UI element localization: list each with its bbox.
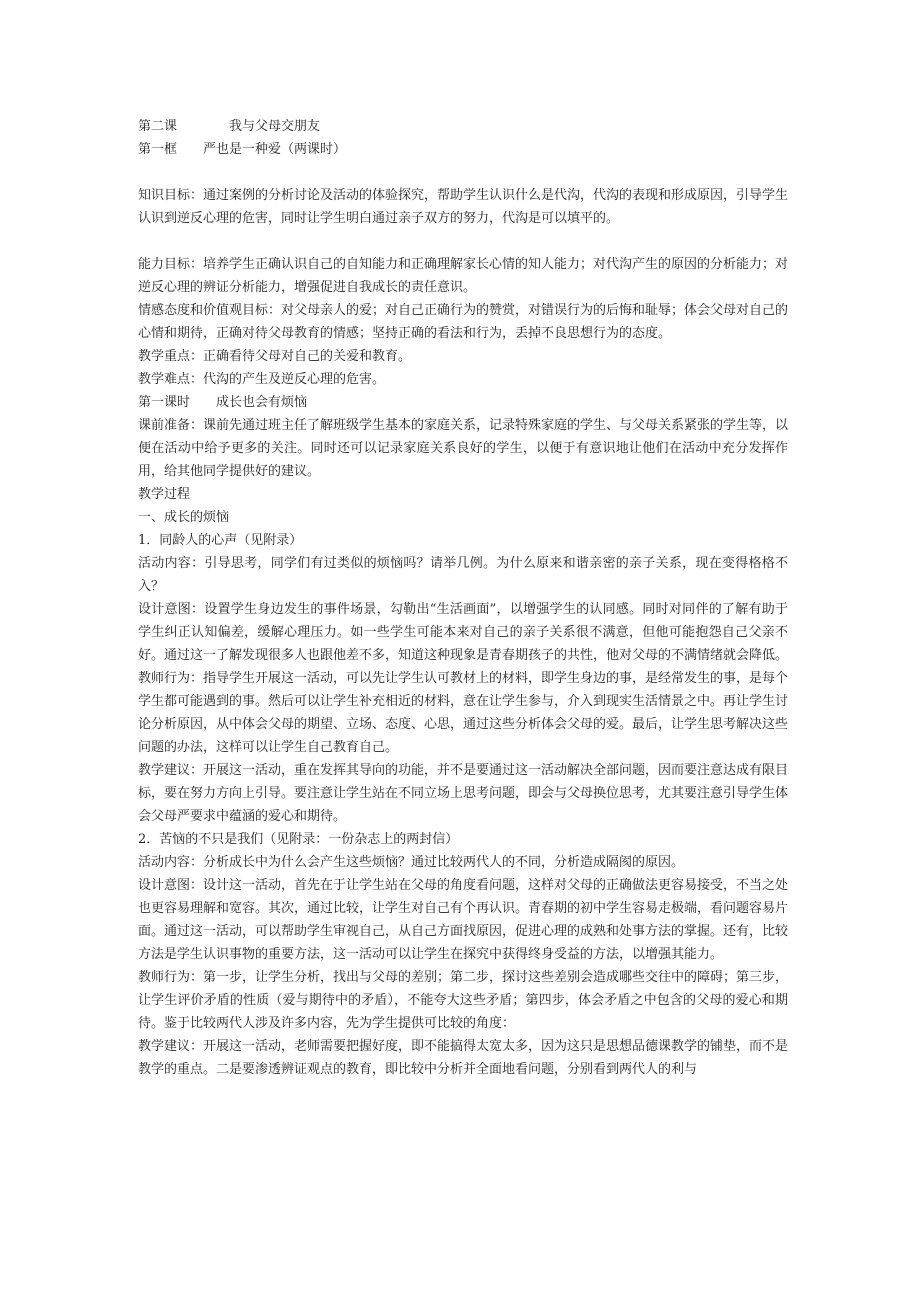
period-title: 成长也会有烦恼 — [216, 395, 308, 410]
lesson-heading — [138, 115, 788, 138]
lesson-number: 第二课 — [138, 119, 178, 134]
process-heading: 教学过程 — [138, 487, 191, 502]
frame-title: 严也是一种爱（两课时） — [203, 142, 347, 157]
frame-heading — [138, 138, 788, 161]
activity-paragraph: 活动内容：引导思考，同学们有过类似的烦恼吗？请举几例。为什么原来和谐亲密的亲子关系，现在变得格格不入？ — [138, 556, 788, 594]
emotion-goal-paragraph: 情感态度和价值观目标：对父母亲人的爱；对自己正确行为的赞赏，对错误行为的后悔和耻辱；体会父母对自己的心情和期待，正确对待父母教育的情感；坚持正确的看法和行为，丢掉不良思想行为的态度。 — [138, 303, 789, 341]
ability-goal-paragraph: 能力目标：培养学生正确认识自己的自知能力和正确理解家长心情的知人能力；对代沟产生的原因的分析能力；对逆反心理的辨证分析能力，增强促进自我成长的责任意识。 — [138, 257, 789, 295]
frame-number: 第一框 — [138, 142, 178, 157]
design-paragraph: 设计意图：设计这一活动，首先在于让学生站在父母的角度看问题，这样对父母的正确做法更容易接受，不当之处也更容易理解和宽容。其次，通过比较，让学生对自己有个再认识。青春期的初中学生容易走极端，看问题容易片面。通过这一活动，可以帮助学生审视自己，从自己方面找原因，促进心理的成熟和处事方法的掌握。还有，比较方法是学生认识事物的重要方法，这一活动可以让学生在探究中获得终身受益的方法，以增强其能力。 — [138, 878, 789, 962]
period-heading — [138, 391, 788, 414]
teacher-paragraph: 教师行为：第一步，让学生分析，找出与父母的差别；第二步，探讨这些差别会造成哪些交往中的障碍；第三步，让学生评价矛盾的性质（爱与期待中的矛盾），不能夸大这些矛盾；第四步，体会矛盾之中包含的父母的爱心和期待。鉴于比较两代人涉及许多内容，先为学生提供可比较的角度： — [138, 970, 789, 1031]
section-heading: 一、成长的烦恼 — [138, 510, 230, 525]
lesson-title: 我与父母交朋友 — [229, 119, 321, 134]
document-body — [138, 115, 788, 1081]
preparation-paragraph: 课前准备：课前先通过班主任了解班级学生基本的家庭关系，记录特殊家庭的学生、与父母关系紧张的学生等，以便在活动中给予更多的关注。同时还可以记录家庭关系良好的学生，以便于有意识地让他们在活动中充分发挥作用，给其他同学提供好的建议。 — [138, 418, 789, 479]
blank-line — [138, 161, 788, 184]
key-point-paragraph: 教学重点：正确看待父母对自己的关爱和教育。 — [138, 349, 412, 364]
item-heading: 1．同龄人的心声（见附录） — [138, 533, 303, 548]
blank-line — [138, 230, 788, 253]
difficulty-paragraph: 教学难点：代沟的产生及逆反心理的危害。 — [138, 372, 386, 387]
item-heading: 2．苦恼的不只是我们（见附录：一份杂志上的两封信） — [138, 832, 459, 847]
design-paragraph: 设计意图：设置学生身边发生的事件场景，勾勒出“生活画面”，以增强学生的认同感。同时对同伴的了解有助于学生纠正认知偏差，缓解心理压力。如一些学生可能本来对自己的亲子关系很不满意，但他可能抱怨自己父亲不好。通过这一了解发现很多人也跟他差不多，知道这种现象是青春期孩子的共性，他对父母的不满情绪就会降低。 — [138, 602, 789, 663]
suggestion-paragraph: 教学建议：开展这一活动，老师需要把握好度，即不能搞得太宽太多，因为这只是思想品德课教学的铺垫，而不是教学的重点。二是要渗透辨证观点的教育，即比较中分析并全面地看问题，分别看到两代人的利与 — [138, 1039, 789, 1077]
teacher-paragraph: 教师行为：指导学生开展这一活动，可以先让学生认可教材上的材料，即学生身边的事，是经常发生的事，是每个学生都可能遇到的事。然后可以让学生补充相近的材料，意在让学生参与，介入到现实生活情景之中。再让学生讨论分析原因，从中体会父母的期望、立场、态度、心思，通过这些分析体会父母的爱。最后，让学生思考解决这些问题的办法，这样可以让学生自己教育自己。 — [138, 671, 789, 755]
period-number: 第一课时 — [138, 395, 191, 410]
activity-paragraph: 活动内容：分析成长中为什么会产生这些烦恼？通过比较两代人的不同，分析造成隔阂的原因。 — [138, 855, 685, 870]
suggestion-paragraph: 教学建议：开展这一活动，重在发挥其导向的功能，并不是要通过这一活动解决全部问题，因而要注意达成有限目标，要在努力方向上引导。要注意让学生站在不同立场上思考问题，即会与父母换位思考，尤其要注意引导学生体会父母严要求中蕴涵的爱心和期待。 — [138, 763, 789, 824]
knowledge-goal-paragraph: 知识目标：通过案例的分析讨论及活动的体验探究，帮助学生认识什么是代沟，代沟的表现和形成原因，引导学生认识到逆反心理的危害，同时让学生明白通过亲子双方的努力，代沟是可以填平的。 — [138, 188, 789, 226]
